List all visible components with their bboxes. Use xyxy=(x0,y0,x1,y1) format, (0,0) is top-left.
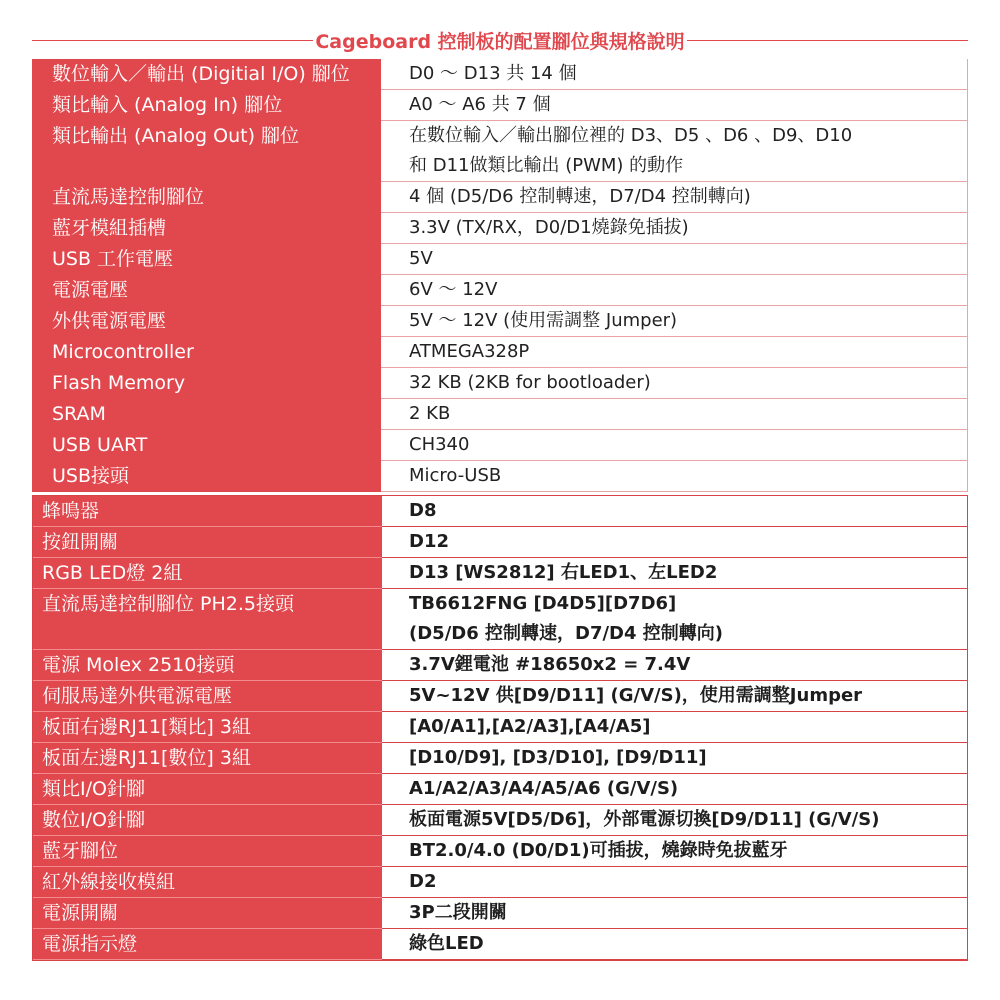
spec-value-line: 4 個 (D5/D6 控制轉速，D7/D4 控制轉向) xyxy=(409,186,751,207)
spec-label: USB 工作電壓 xyxy=(32,244,381,275)
table-row xyxy=(32,306,968,337)
table-row xyxy=(32,399,968,430)
spec-value-line: (D5/D6 控制轉速，D7/D4 控制轉向) xyxy=(409,623,723,644)
table-row xyxy=(32,337,968,368)
table-row xyxy=(32,368,968,399)
spec-value-line: Micro-USB xyxy=(409,465,502,486)
spec-table-upper xyxy=(32,59,968,492)
spec-value-line: 板面電源5V[D5/D6]，外部電源切換[D9/D11] (G/V/S) xyxy=(409,809,880,830)
spec-value-line: [A0/A1],[A2/A3],[A4/A5] xyxy=(409,716,651,737)
spec-value xyxy=(382,527,967,558)
spec-value xyxy=(381,275,968,306)
spec-value xyxy=(381,182,968,213)
table-row xyxy=(33,867,967,898)
spec-value-line: D13 [WS2812] 右LED1、左LED2 xyxy=(409,562,718,583)
table-row xyxy=(32,59,968,90)
spec-value xyxy=(381,244,968,275)
spec-label: SRAM xyxy=(32,399,381,430)
spec-value-line: [D10/D9], [D3/D10], [D9/D11] xyxy=(409,747,707,768)
table-row xyxy=(33,805,967,836)
spec-value xyxy=(382,836,967,867)
spec-value xyxy=(382,650,967,681)
spec-value-line: 在數位輸入／輸出腳位裡的 D3、D5 、D6 、D9、D10 xyxy=(409,125,853,146)
spec-label: 類比輸入 (Analog In) 腳位 xyxy=(32,90,381,121)
spec-value-line: 5V xyxy=(409,248,433,269)
spec-value xyxy=(381,306,968,337)
spec-label: USB UART xyxy=(32,430,381,461)
spec-value-line: D12 xyxy=(409,531,449,552)
spec-value xyxy=(381,430,968,461)
table-row xyxy=(32,121,968,182)
spec-value xyxy=(382,496,967,527)
spec-value xyxy=(381,337,968,368)
table-row xyxy=(33,836,967,867)
spec-value xyxy=(382,929,967,960)
spec-value-line: 和 D11做類比輸出 (PWM) 的動作 xyxy=(409,155,684,176)
spec-label: 伺服馬達外供電源電壓 xyxy=(33,681,382,712)
spec-value xyxy=(381,399,968,430)
table-row xyxy=(33,650,967,681)
table-row xyxy=(33,712,967,743)
table-row xyxy=(33,898,967,929)
title-rule-left xyxy=(32,40,313,41)
spec-label: 數位輸入／輸出 (Digitial I/O) 腳位 xyxy=(32,59,381,90)
spec-value-line: 2 KB xyxy=(409,403,451,424)
spec-value-line: A1/A2/A3/A4/A5/A6 (G/V/S) xyxy=(409,778,679,799)
table-row xyxy=(33,681,967,712)
spec-label: 紅外線接收模組 xyxy=(33,867,382,898)
spec-value-line: D8 xyxy=(409,500,437,521)
page-title: Cageboard 控制板的配置腳位與規格說明 xyxy=(315,30,685,53)
spec-label: 電源電壓 xyxy=(32,275,381,306)
spec-value-line: D2 xyxy=(409,871,437,892)
table-row xyxy=(32,430,968,461)
spec-label: 電源開關 xyxy=(33,898,382,929)
spec-value-line: 5V ～ 12V (使用需調整 Jumper) xyxy=(409,310,678,331)
spec-value xyxy=(382,681,967,712)
spec-label: 數位I/O針腳 xyxy=(33,805,382,836)
spec-value xyxy=(381,59,968,90)
spec-label: 蜂鳴器 xyxy=(33,496,382,527)
title-rule-right xyxy=(687,40,968,41)
spec-label: 藍牙腳位 xyxy=(33,836,382,867)
spec-value xyxy=(381,90,968,121)
table-row xyxy=(33,496,967,527)
table-row xyxy=(33,929,967,960)
title-bar xyxy=(32,22,968,58)
table-row xyxy=(32,213,968,244)
spec-table-lower xyxy=(32,495,968,961)
spec-value xyxy=(381,368,968,399)
table-row xyxy=(33,774,967,805)
spec-label: RGB LED燈 2組 xyxy=(33,558,382,589)
spec-label: 按鈕開關 xyxy=(33,527,382,558)
table-row xyxy=(32,182,968,213)
spec-label: 藍牙模組插槽 xyxy=(32,213,381,244)
spec-value-line: BT2.0/4.0 (D0/D1)可插拔，燒錄時免拔藍牙 xyxy=(409,840,788,861)
table-row xyxy=(33,743,967,774)
spec-label: 直流馬達控制腳位 PH2.5接頭 xyxy=(33,589,382,650)
spec-value-line: 綠色LED xyxy=(409,933,484,954)
table-row xyxy=(32,461,968,492)
spec-value-line: D0 ～ D13 共 14 個 xyxy=(409,63,577,84)
spec-value-line: A0 ～ A6 共 7 個 xyxy=(409,94,551,115)
spec-value-line: 5V~12V 供[D9/D11] (G/V/S)，使用需調整Jumper xyxy=(409,685,863,706)
spec-value xyxy=(381,461,968,492)
spec-value-line: ATMEGA328P xyxy=(409,341,530,362)
spec-label: 直流馬達控制腳位 xyxy=(32,182,381,213)
spec-label: Microcontroller xyxy=(32,337,381,368)
spec-value xyxy=(381,121,968,182)
spec-value-line: 3.3V (TX/RX，D0/D1燒錄免插拔) xyxy=(409,217,689,238)
spec-value-line: 3.7V鋰電池 #18650x2 = 7.4V xyxy=(409,654,691,675)
table-row xyxy=(32,90,968,121)
spec-label: 板面左邊RJ11[數位] 3組 xyxy=(33,743,382,774)
table-row xyxy=(33,527,967,558)
spec-value-line: 6V ～ 12V xyxy=(409,279,498,300)
spec-value xyxy=(382,558,967,589)
spec-label: Flash Memory xyxy=(32,368,381,399)
spec-value xyxy=(382,589,967,650)
spec-value xyxy=(382,774,967,805)
spec-label: 類比輸出 (Analog Out) 腳位 xyxy=(32,121,381,182)
spec-value-line: TB6612FNG [D4D5][D7D6] xyxy=(409,593,677,614)
spec-value xyxy=(382,867,967,898)
spec-label: 類比I/O針腳 xyxy=(33,774,382,805)
spec-value xyxy=(382,898,967,929)
table-row xyxy=(33,558,967,589)
spec-value-line: 3P二段開關 xyxy=(409,902,507,923)
table-row xyxy=(33,589,967,650)
spec-label: 外供電源電壓 xyxy=(32,306,381,337)
spec-label: 板面右邊RJ11[類比] 3組 xyxy=(33,712,382,743)
spec-value xyxy=(382,743,967,774)
spec-label: 電源 Molex 2510接頭 xyxy=(33,650,382,681)
spec-value xyxy=(381,213,968,244)
spec-value-line: 32 KB (2KB for bootloader) xyxy=(409,372,651,393)
table-row xyxy=(32,244,968,275)
spec-value xyxy=(382,805,967,836)
spec-value xyxy=(382,712,967,743)
table-row xyxy=(32,275,968,306)
spec-value-line: CH340 xyxy=(409,434,470,455)
spec-label: 電源指示燈 xyxy=(33,929,382,960)
spec-label: USB接頭 xyxy=(32,461,381,492)
